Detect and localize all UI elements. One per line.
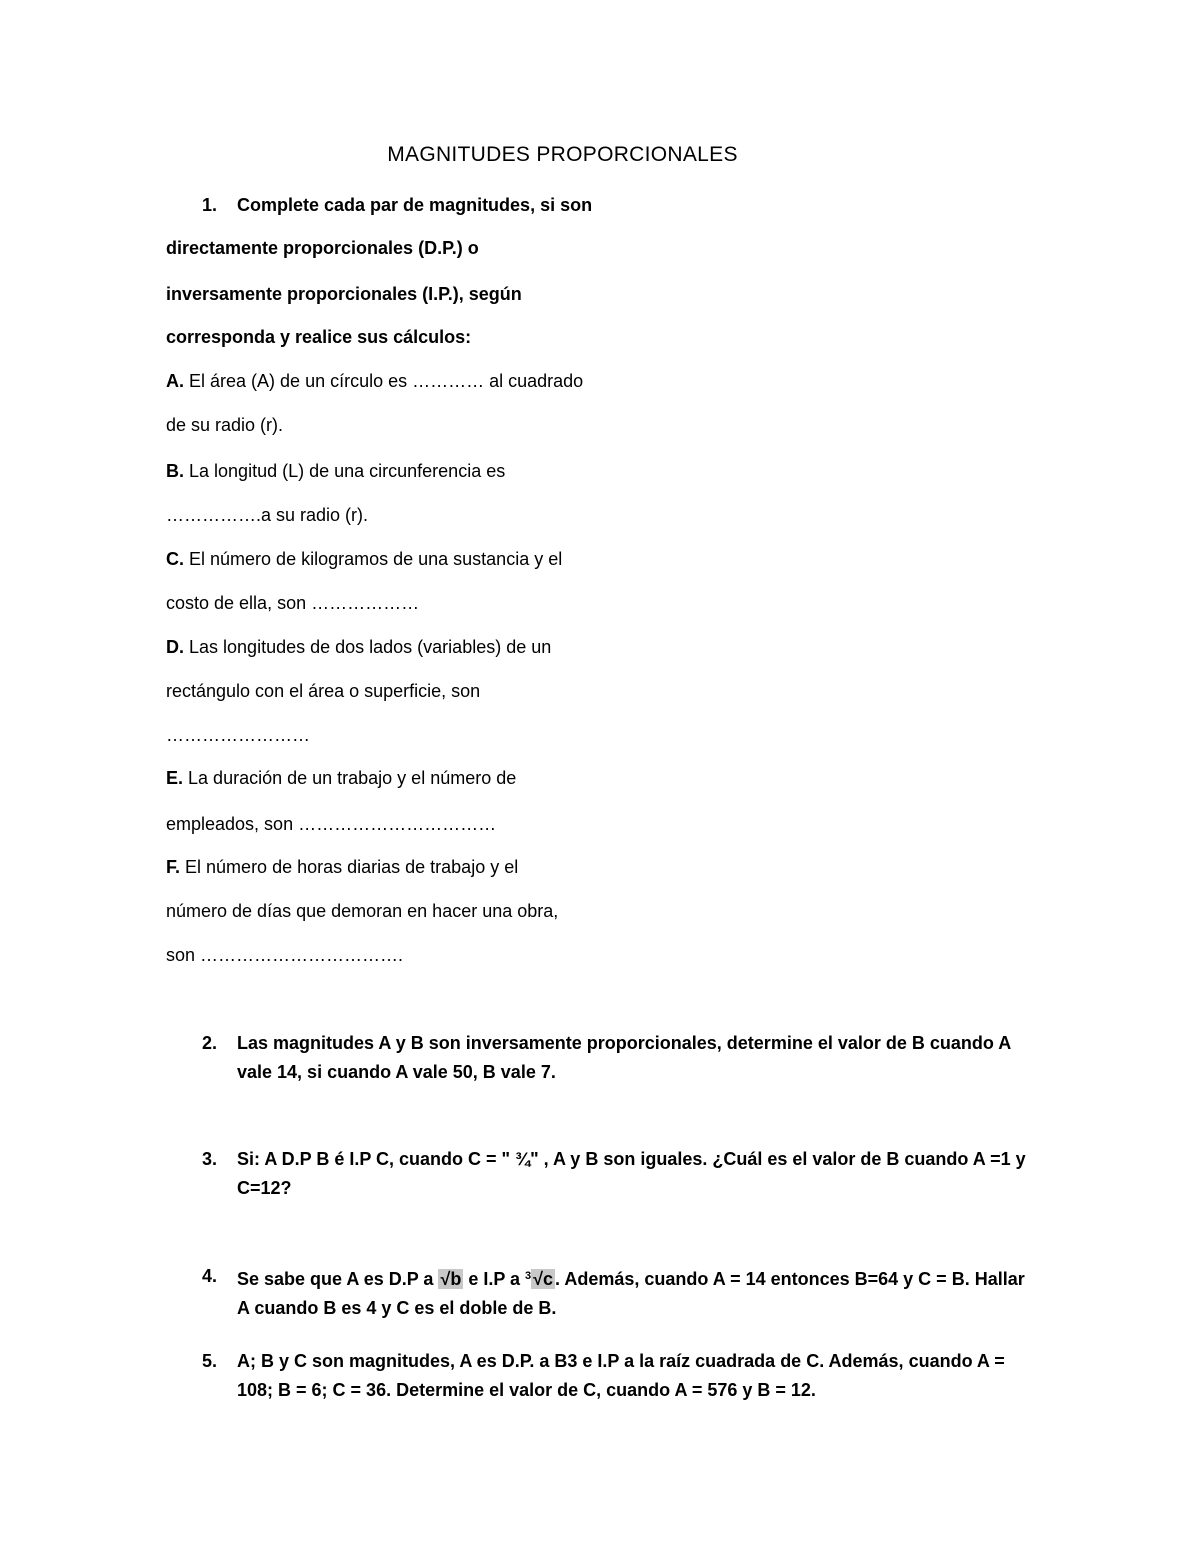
item-c-text: El número de kilogramos de una sustancia y el <box>189 549 563 569</box>
item-a-text: El área (A) de un círculo es ………… al cuadrado <box>189 371 584 391</box>
q1-line-4: corresponda y realice sus cálculos: <box>166 327 472 347</box>
item-c-line-2: costo de ella, son ……………… <box>166 593 420 613</box>
item-d-text: Las longitudes de dos lados (variables) de un <box>189 637 552 657</box>
q1-line-2: directamente proporcionales (D.P.) o <box>166 238 479 258</box>
item-d-line-3: …………………… <box>166 725 310 745</box>
item-a-line-1 <box>166 371 583 392</box>
q4-number: 4. <box>202 1266 218 1286</box>
item-f-line-1 <box>166 857 518 878</box>
item-d-line-1 <box>166 637 551 658</box>
item-f-line-2: número de días que demoran en hacer una obra, <box>166 901 559 921</box>
item-e-line-2: empleados, son …………………………… <box>166 814 497 834</box>
item-b-line-1 <box>166 461 505 482</box>
q3-text: Si: A D.P B é I.P C, cuando C = " ¾" , A y B son iguales. ¿Cuál es el valor de B cuando A =1 y C=12? <box>237 1149 1026 1198</box>
item-f-letter: F. <box>166 857 181 877</box>
item-b-letter: B. <box>166 461 184 481</box>
item-e-text: La duración de un trabajo y el número de <box>188 768 517 788</box>
q2-text: Las magnitudes A y B son inversamente proporcionales, determine el valor de B cuando A vale 14, si cuando A vale 50, B vale 7. <box>237 1033 1011 1082</box>
q4-cbrt-c: √c <box>533 1269 554 1289</box>
item-c-line-1 <box>166 549 562 570</box>
item-a-letter: A. <box>166 371 184 391</box>
q1-number: 1. <box>202 195 218 215</box>
q4-cube-index: 3 <box>525 1270 532 1282</box>
item-d-line-2: rectángulo con el área o superficie, son <box>166 681 481 701</box>
item-f-text: El número de horas diarias de trabajo y el <box>185 857 519 877</box>
q4-text <box>237 1262 1037 1323</box>
q4-post: . Además, cuando A = 14 entonces B=64 y C = B. Hallar A cuando B es 4 y C es el doble de B. <box>237 1269 1025 1318</box>
q4-sqrt-b: √b <box>440 1269 462 1289</box>
item-b-line-2: …………….a su radio (r). <box>166 505 369 525</box>
item-e-line-1 <box>166 768 516 789</box>
q5-number: 5. <box>202 1351 218 1371</box>
item-a-line-2: de su radio (r). <box>166 415 284 435</box>
q2-number: 2. <box>202 1033 218 1053</box>
q4-mid: e I.P a <box>463 1269 526 1289</box>
q4-pre: Se sabe que A es D.P a <box>237 1269 439 1289</box>
q1-line-1: Complete cada par de magnitudes, si son <box>237 195 593 215</box>
q3-number: 3. <box>202 1149 218 1169</box>
item-d-letter: D. <box>166 637 184 657</box>
item-c-letter: C. <box>166 549 184 569</box>
item-e-letter: E. <box>166 768 184 788</box>
q5-text: A; B y C son magnitudes, A es D.P. a B3 e I.P a la raíz cuadrada de C. Además, cuando A = 108; B = 6; C = 36. Determine el valor de C, cuando A = 576 y B = 12. <box>237 1351 1005 1400</box>
item-f-line-3: son ……………………………. <box>166 945 404 965</box>
item-b-text: La longitud (L) de una circunferencia es <box>189 461 506 481</box>
q1-line-3: inversamente proporcionales (I.P.), según <box>166 284 522 304</box>
page-title: MAGNITUDES PROPORCIONALES <box>387 143 738 166</box>
